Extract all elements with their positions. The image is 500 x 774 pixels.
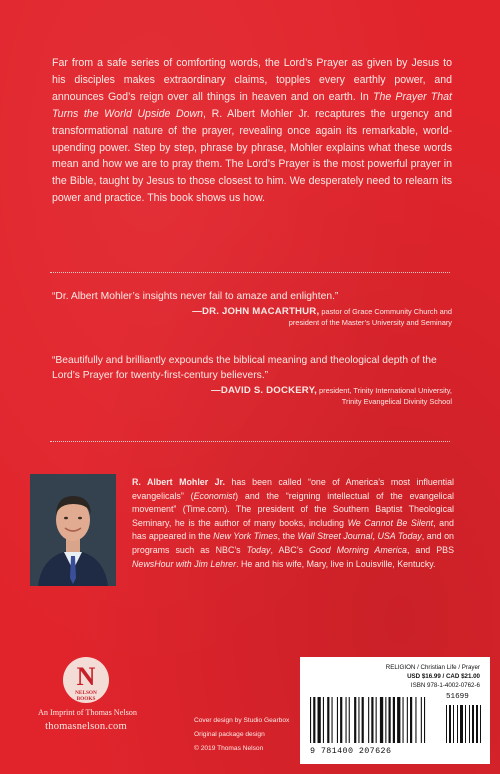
author-photo [30, 474, 116, 586]
nelson-books-logo-icon [63, 657, 109, 703]
logo-word-1: NELSON [75, 690, 97, 696]
bio-text: , ABC’s [270, 544, 309, 555]
endorser-role: president, Trinity International University, [316, 386, 452, 395]
divider-top [50, 272, 450, 273]
barcode-bar [393, 697, 395, 743]
barcode-bar [403, 697, 404, 743]
barcode-bar [368, 697, 369, 743]
logo-word-2: BOOKS [76, 696, 96, 702]
barcode-panel [300, 657, 490, 764]
barcode-addon-bar [457, 705, 458, 743]
barcode-bar [310, 697, 311, 743]
barcode-addon-bar [472, 705, 474, 743]
bio-text: has been called “one of America’s most influential evangelicals” ( [132, 477, 454, 501]
price-label: USD $16.99 / CAD $21.00 [407, 673, 480, 681]
endorser-role: pastor of Grace Community Church and [319, 307, 452, 316]
barcode-addon-bar [469, 705, 470, 743]
bio-italic: USA Today [377, 531, 422, 542]
bio-italic: Today [246, 544, 271, 555]
cover-design-credit: Cover design by Studio Gearbox [194, 717, 290, 724]
bio-italic: Good Morning America [308, 544, 407, 555]
barcode-addon-bar [460, 705, 463, 743]
barcode-bar [410, 697, 412, 743]
barcode-bar [332, 697, 333, 743]
logo-letter: N [76, 662, 96, 691]
barcode-addon-bar [449, 705, 451, 743]
barcode-bar [354, 697, 356, 743]
bio-text: ) and the “reigning intellectual of the evangelical movement” (Time.com). The president of the Southern Baptist Theological Seminary, he is the author of many books, including [132, 490, 454, 528]
barcode-bar [318, 697, 321, 743]
description-text-1: Far from a safe series of comforting words, the Lord’s Prayer as given by Jesus to his disciples makes extraordinary claims, topples every earthly power, and announces God’s reign over all things in heaven and on earth. In [52, 57, 452, 103]
bio-italic: New York Times [213, 531, 278, 542]
barcode-bar [313, 697, 315, 743]
copyright-notice: © 2019 Thomas Nelson [194, 744, 264, 752]
endorsement-attribution [52, 306, 452, 328]
bio-italic: NewsHour with Jim Lehrer [132, 558, 237, 569]
barcode-bar [376, 697, 377, 743]
description-text-2: , R. Albert Mohler Jr. recaptures the urgency and transformational nature of the prayer, revealing once again its remarkable, world-upending power. Step by step, phrase by phrase, Mohler explains what these words mean and how we are to pray them. The Lord’s Prayer is the most powerful prayer in the Bible, taught by Jesus to those closest to him. We desperately need to relearn its power and practice. This book shows us how. [52, 107, 452, 205]
author-name: R. Albert Mohler Jr. [132, 477, 225, 487]
barcode-bar [397, 697, 400, 743]
barcode-bar [389, 697, 391, 743]
logo-wordmark [63, 690, 109, 702]
barcode-bar [415, 697, 416, 743]
barcode-icon [308, 697, 484, 747]
bio-italic: Economist [193, 490, 236, 501]
barcode-bar [407, 697, 408, 743]
barcode-bar [349, 697, 350, 743]
barcode-bar [323, 697, 324, 743]
barcode-bar [340, 697, 342, 743]
barcode-digits: 9 781400 207626 [310, 746, 392, 756]
bio-text: , and on programs such as NBC’s [132, 531, 454, 555]
book-description [52, 55, 452, 207]
endorser-role-2: president of the Master’s University and Seminary [288, 318, 452, 327]
package-design-credit: Original package design [194, 730, 265, 738]
endorser-role-2: Trinity Evangelical Divinity School [341, 397, 452, 406]
barcode-bar [346, 697, 347, 743]
bio-text: , the [277, 531, 298, 542]
publisher-logo [38, 657, 137, 732]
barcode-bar [358, 697, 359, 743]
barcode-bar [424, 697, 425, 743]
barcode-bar [362, 697, 364, 743]
endorser-name: —DR. JOHN MACARTHUR, [192, 306, 320, 317]
bio-text: , and PBS [406, 544, 454, 555]
publisher-website: thomasnelson.com [45, 721, 127, 732]
bio-italic: Wall Street Journal [297, 531, 373, 542]
barcode-addon-bar [453, 705, 454, 743]
barcode-info [300, 663, 480, 691]
endorsement-text: “Dr. Albert Mohler’s insights never fail to amaze and enlighten.” [52, 291, 339, 302]
barcode-addon-bar [465, 705, 466, 743]
bio-text: , [372, 531, 378, 542]
endorsement-text: “Beautifully and brilliantly expounds the biblical meaning and theological depth of the Lord’s Prayer for twenty-first-century believers.” [52, 355, 437, 381]
bio-text: , and has appeared in the [132, 517, 454, 542]
author-bio [132, 476, 454, 571]
design-credits [194, 714, 294, 755]
barcode-bar [380, 697, 383, 743]
book-title-italic: The Prayer That Turns the World Upside Down [52, 90, 452, 120]
endorsement-dockery [52, 353, 452, 407]
author-portrait-icon [30, 474, 116, 586]
barcode-addon-bar [446, 705, 447, 743]
barcode-bar [327, 697, 329, 743]
barcode-addon-bar [476, 705, 478, 743]
barcode-bar [371, 697, 373, 743]
endorsement-macarthur [52, 289, 452, 328]
barcode-addon-digits: 51699 [446, 693, 469, 701]
bio-italic: We Cannot Be Silent [347, 517, 434, 528]
bisac-category: RELIGION / Christian Life / Prayer [385, 664, 480, 671]
divider-bottom [50, 441, 450, 442]
endorsement-attribution [52, 385, 452, 407]
barcode-bar [421, 697, 422, 743]
isbn-label: ISBN 978-1-4002-0762-6 [410, 682, 480, 690]
barcode-addon-bar [480, 705, 481, 743]
publisher-imprint: An Imprint of Thomas Nelson [38, 708, 137, 717]
bio-text: . He and his wife, Mary, live in Louisville, Kentucky. [236, 558, 436, 569]
barcode-bar [385, 697, 386, 743]
endorser-name: —DAVID S. DOCKERY, [211, 385, 317, 396]
barcode-bar [337, 697, 338, 743]
